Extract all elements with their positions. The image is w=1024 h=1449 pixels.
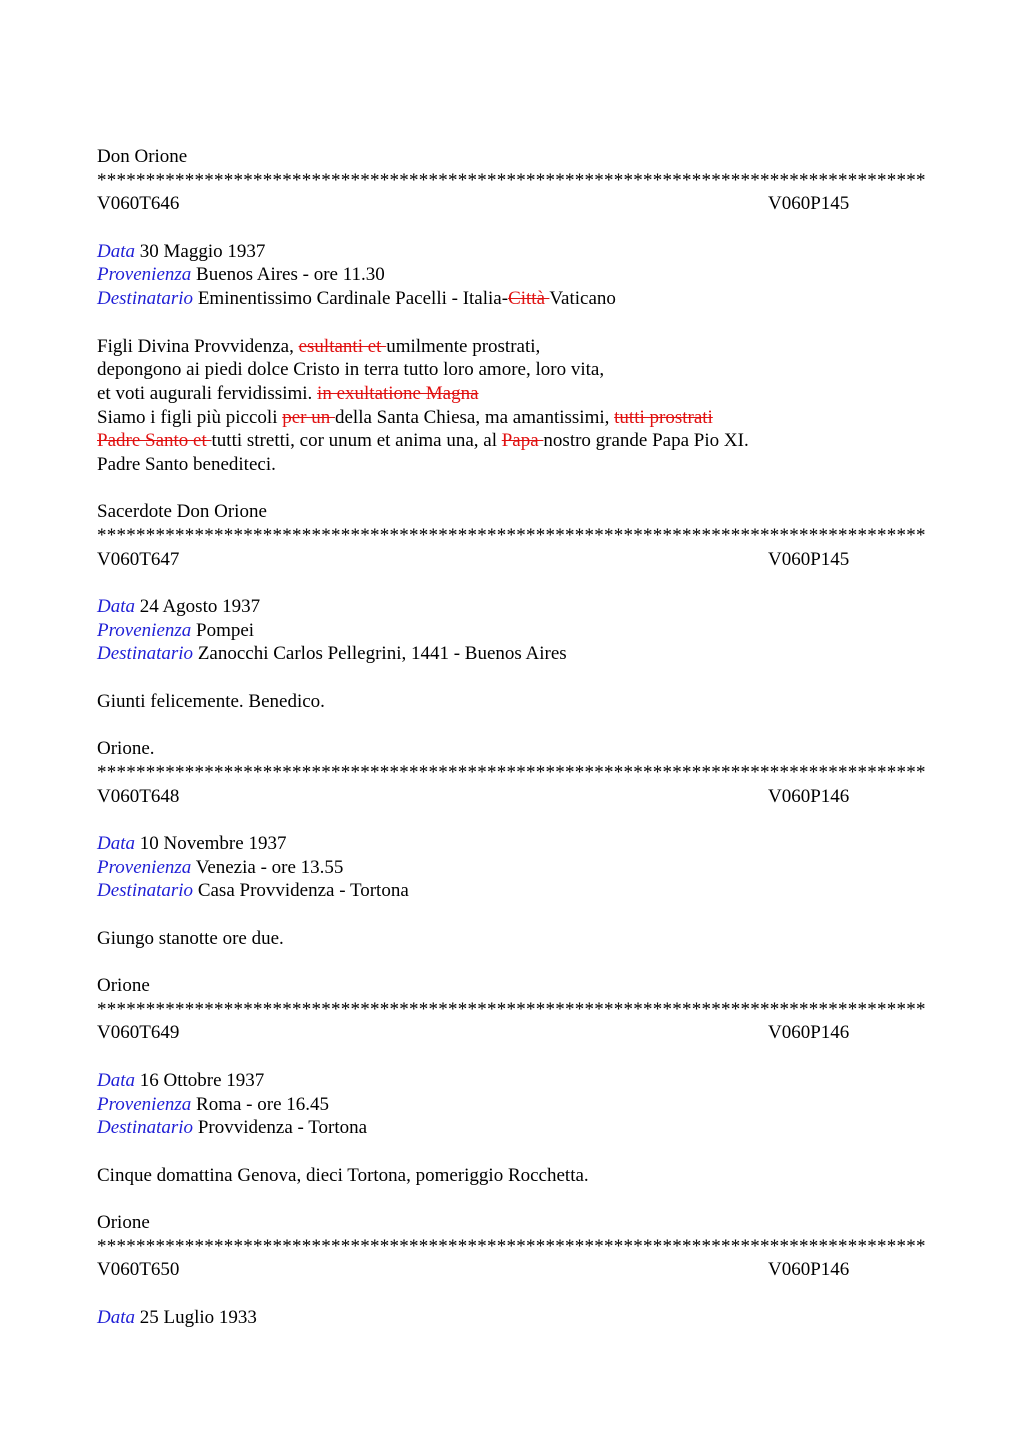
data-row: [97, 832, 957, 856]
deleted-text: Papa: [501, 430, 544, 452]
body-text: et voti augurali fervidissimi.: [97, 382, 318, 404]
provenienza-value: Pompei: [196, 619, 255, 641]
data-row: [97, 240, 957, 264]
data-label: Data: [97, 240, 135, 262]
page-ref: V060P146: [768, 1022, 850, 1044]
page-ref: V060P145: [768, 548, 850, 570]
page-ref: V060P146: [768, 785, 850, 807]
signature: Orione.: [97, 738, 155, 760]
destinatario-label: Destinatario: [97, 643, 194, 665]
deleted-text: per un: [282, 406, 335, 428]
letter-ref-row: [97, 1258, 957, 1282]
separator-line: *************************************************************************************: [97, 1235, 926, 1257]
deleted-text: Città: [508, 288, 550, 310]
body-text: della Santa Chiesa, ma amantissimi,: [335, 406, 615, 428]
data-value: 10 Novembre 1937: [139, 832, 287, 854]
destinatario-row: [97, 642, 957, 666]
destinatario-label: Destinatario: [97, 880, 194, 902]
data-value: 30 Maggio 1937: [139, 240, 266, 262]
separator-line: *************************************************************************************: [97, 525, 926, 546]
data-label: Data: [97, 596, 135, 618]
separator-line: *************************************************************************************: [97, 998, 926, 1020]
body-line: [97, 429, 957, 453]
provenienza-label: Provenienza: [97, 619, 192, 641]
document-page: [97, 145, 957, 1329]
data-value: 16 Ottobre 1937: [139, 1069, 265, 1091]
letter-code: V060T647: [97, 548, 180, 570]
letter-ref-row: [97, 548, 957, 572]
letter-code: V060T646: [97, 193, 180, 215]
provenienza-label: Provenienza: [97, 1093, 192, 1115]
body-line: Giunti felicemente. Benedico.: [97, 690, 325, 712]
provenienza-row: [97, 1093, 957, 1117]
destinatario-value: Eminentissimo Cardinale Pacelli - Italia-: [197, 288, 509, 310]
page-header: Don Orione: [97, 146, 188, 167]
provenienza-value: Buenos Aires - ore 11.30: [196, 264, 385, 286]
data-label: Data: [97, 1306, 135, 1328]
signature: Sacerdote Don Orione: [97, 501, 267, 523]
destinatario-value: Zanocchi Carlos Pellegrini, 1441 - Buenos Aires: [197, 643, 567, 665]
page-ref: V060P146: [768, 1259, 850, 1281]
data-row: [97, 595, 957, 619]
destinatario-value: Provvidenza - Tortona: [197, 1117, 368, 1139]
body-line: Giungo stanotte ore due.: [97, 927, 284, 949]
body-text: Figli Divina Provvidenza,: [97, 335, 299, 357]
destinatario-value-end: Vaticano: [549, 288, 616, 310]
separator-line: *************************************************************************************: [97, 761, 926, 783]
deleted-text: tutti prostrati: [614, 406, 713, 428]
provenienza-value: Venezia - ore 13.55: [195, 856, 344, 878]
body-line: [97, 406, 957, 430]
provenienza-value: Roma - ore 16.45: [196, 1093, 330, 1115]
provenienza-label: Provenienza: [97, 856, 192, 878]
body-text: Siamo i figli più piccoli: [97, 406, 283, 428]
body-line: depongono ai piedi dolce Cristo in terra tutto loro amore, loro vita,: [97, 359, 605, 381]
data-value: 25 Luglio 1933: [139, 1306, 257, 1328]
data-label: Data: [97, 832, 135, 854]
letter-ref-row: [97, 1021, 957, 1045]
data-row: [97, 1306, 957, 1330]
body-line: [97, 382, 957, 406]
provenienza-row: [97, 263, 957, 287]
destinatario-row: [97, 287, 957, 311]
letter-ref-row: [97, 192, 957, 216]
deleted-text: esultanti et: [298, 335, 387, 357]
data-row: [97, 1069, 957, 1093]
destinatario-value: Casa Provvidenza - Tortona: [197, 880, 409, 902]
signature: Orione: [97, 975, 150, 997]
body-text: tutti stretti, cor unum et anima una, al: [211, 430, 502, 452]
letter-code: V060T649: [97, 1022, 180, 1044]
data-label: Data: [97, 1069, 135, 1091]
destinatario-label: Destinatario: [97, 288, 194, 310]
letter-code: V060T648: [97, 785, 180, 807]
body-line: Cinque domattina Genova, dieci Tortona, pomeriggio Rocchetta.: [97, 1164, 589, 1186]
provenienza-row: [97, 619, 957, 643]
letter-ref-row: [97, 785, 957, 809]
separator-line: *************************************************************************************: [97, 169, 926, 191]
provenienza-row: [97, 856, 957, 880]
page-ref: V060P145: [768, 193, 850, 215]
letter-code: V060T650: [97, 1259, 180, 1281]
body-line: Padre Santo benediteci.: [97, 453, 276, 475]
destinatario-row: [97, 879, 957, 903]
body-text: nostro grande Papa Pio XI.: [543, 430, 749, 452]
deleted-text: in exultatione Magna: [317, 382, 479, 404]
destinatario-row: [97, 1116, 957, 1140]
data-value: 24 Agosto 1937: [139, 596, 261, 618]
signature: Orione: [97, 1211, 150, 1233]
deleted-text: Padre Santo et: [97, 430, 212, 452]
destinatario-label: Destinatario: [97, 1117, 194, 1139]
body-line: [97, 335, 957, 359]
provenienza-label: Provenienza: [97, 264, 192, 286]
body-text: umilmente prostrati,: [386, 335, 541, 357]
